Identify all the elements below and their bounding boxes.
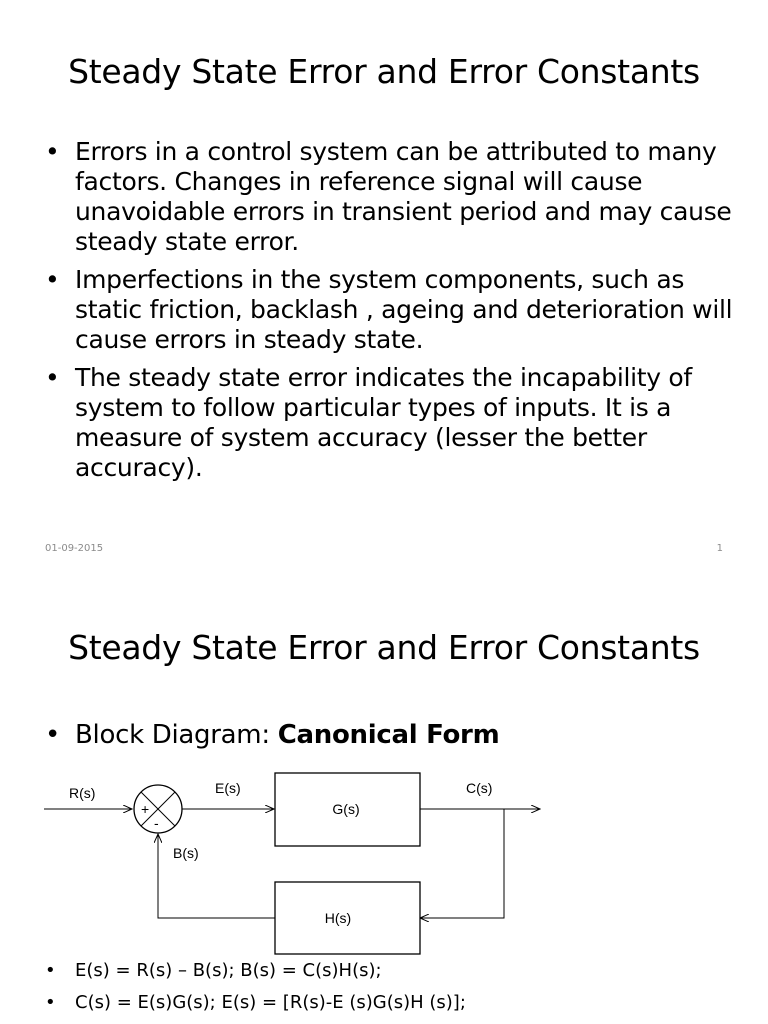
error-label: E(s) <box>215 780 241 796</box>
bullet-prefix: Block Diagram: <box>75 720 278 750</box>
footer-date: 01-09-2015 <box>45 543 104 554</box>
feedback-block-label: H(s) <box>324 910 352 926</box>
block-diagram <box>0 576 768 1024</box>
bullet-list <box>45 137 745 491</box>
slide-2 <box>0 576 768 1024</box>
bullet-bold: Canonical Form <box>277 720 500 750</box>
equation-item: • C(s) = E(s)G(s); E(s) = [R(s)-E (s)G(s)H (s)]; <box>45 992 745 1014</box>
output-label: C(s) <box>466 780 493 796</box>
plus-sign: + <box>141 801 150 817</box>
slide-title: Steady State Error and Error Constants <box>68 52 700 91</box>
equation-item: • E(s) = R(s) – B(s); B(s) = C(s)H(s); <box>45 960 745 982</box>
minus-sign: - <box>154 815 159 831</box>
page-number: 1 <box>716 543 723 554</box>
bullet-item: • Imperfections in the system components, such as static friction, backlash , ageing and deterioration will cause errors in steady state. <box>45 265 745 355</box>
slide-title: Steady State Error and Error Constants <box>68 628 700 667</box>
feedback-label: B(s) <box>173 845 199 861</box>
bullet-item: • Errors in a control system can be attributed to many factors. Changes in reference signal will cause unavoidable errors in transient period and may cause steady state error. <box>45 137 745 257</box>
equation-list <box>45 960 745 1024</box>
bullet-item: • The steady state error indicates the incapability of system to follow particular types of inputs. It is a measure of system accuracy (lesser the better accuracy). <box>45 363 745 483</box>
feedback-path <box>420 809 504 918</box>
forward-block-label: G(s) <box>332 801 360 817</box>
input-label: R(s) <box>69 785 96 801</box>
